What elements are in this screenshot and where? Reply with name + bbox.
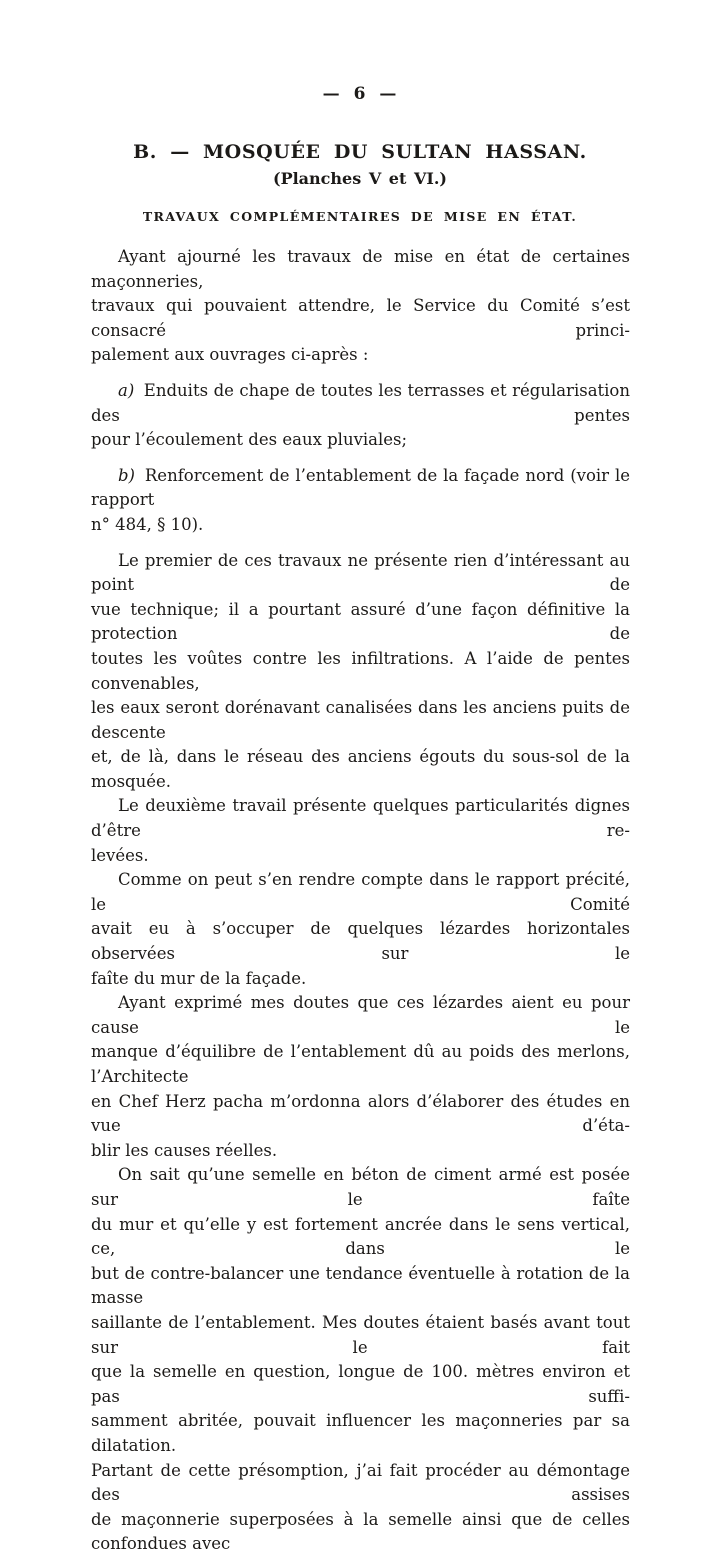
text-line: du mur et qu’elle y est fortement ancrée dans le sens vertical, ce, dans le bbox=[91, 1214, 630, 1259]
paragraph bbox=[91, 549, 630, 795]
list-item bbox=[91, 379, 630, 453]
text-line: travaux qui pouvaient attendre, le Service du Comité s’est consacré princi- bbox=[91, 296, 630, 340]
text-line: Le premier de ces travaux ne présente rien d’intéressant au point de bbox=[91, 550, 630, 595]
paragraph bbox=[91, 245, 630, 368]
plates-reference: (Planches V et VI.) bbox=[273, 169, 447, 188]
text-line: b) Renforcement de l’entablement de la façade nord (voir le rapport bbox=[91, 465, 630, 510]
text-line: saillante de l’entablement. Mes doutes étaient basés avant tout sur le fait bbox=[91, 1312, 630, 1357]
text-line: Partant de cette présomption, j’ai fait procéder au démontage des assises bbox=[91, 1460, 630, 1505]
text-line: toutes les voûtes contre les infiltrations. A l’aide de pentes convenables, bbox=[91, 648, 630, 693]
text-line: faîte du mur de la façade. bbox=[91, 968, 307, 988]
paragraph bbox=[91, 1163, 630, 1557]
text-line: manque d’équilibre de l’entablement dû au poids des merlons, l’Architecte bbox=[91, 1042, 630, 1086]
text-line: samment abritée, pouvait influencer les maçonneries par sa dilatation. bbox=[91, 1411, 630, 1455]
text-line: blir les causes réelles. bbox=[91, 1140, 278, 1160]
text-line: Le deuxième travail présente quelques particularités dignes d’être re- bbox=[91, 796, 630, 841]
text-line: de maçonnerie superposées à la semelle ainsi que de celles confondues avec bbox=[91, 1509, 630, 1554]
text-line: avait eu à s’occuper de quelques lézardes horizontales observées sur le bbox=[91, 919, 630, 964]
list-item bbox=[91, 464, 630, 538]
document-body bbox=[91, 245, 630, 1557]
text-line: Ayant ajourné les travaux de mise en état de certaines maçonneries, bbox=[91, 247, 630, 291]
text-line: les eaux seront dorénavant canalisées dans les anciens puits de descente bbox=[91, 698, 630, 742]
text-line: vue technique; il a pourtant assuré d’une façon définitive la protection de bbox=[91, 599, 630, 644]
text-line: pour l’écoulement des eaux pluviales; bbox=[91, 430, 408, 450]
chapter-subheading: TRAVAUX COMPLÉMENTAIRES DE MISE EN ÉTAT. bbox=[142, 209, 578, 224]
text-line: palement aux ouvrages ci-après : bbox=[91, 345, 369, 365]
section-title: B. — MOSQUÉE DU SULTAN HASSAN. bbox=[133, 141, 587, 163]
text-line: Ayant exprimé mes doutes que ces lézardes aient eu pour cause le bbox=[91, 993, 630, 1037]
list-item-marker: b) bbox=[118, 465, 135, 485]
list-item-marker: a) bbox=[118, 380, 135, 400]
paragraph bbox=[91, 991, 630, 1163]
text-line: et, de là, dans le réseau des anciens égouts du sous-sol de la mosquée. bbox=[91, 747, 630, 791]
text-line: n° 484, § 10). bbox=[91, 514, 204, 534]
text-line: en Chef Herz pacha m’ordonna alors d’élaborer des études en vue d’éta- bbox=[91, 1091, 630, 1136]
paragraph bbox=[91, 794, 630, 868]
page-number: — 6 — bbox=[322, 84, 398, 104]
text-line: que la semelle en question, longue de 100. mètres environ et pas suffi- bbox=[91, 1362, 630, 1406]
paragraph bbox=[91, 868, 630, 991]
text-line: On sait qu’une semelle en béton de ciment armé est posée sur le faîte bbox=[91, 1165, 630, 1209]
text-line: but de contre-balancer une tendance éventuelle à rotation de la masse bbox=[91, 1263, 630, 1308]
text-line: levées. bbox=[91, 845, 149, 865]
text-line: a) Enduits de chape de toutes les terrasses et régularisation des pentes bbox=[91, 380, 630, 425]
text-line: Comme on peut s’en rendre compte dans le rapport précité, le Comité bbox=[91, 870, 630, 914]
